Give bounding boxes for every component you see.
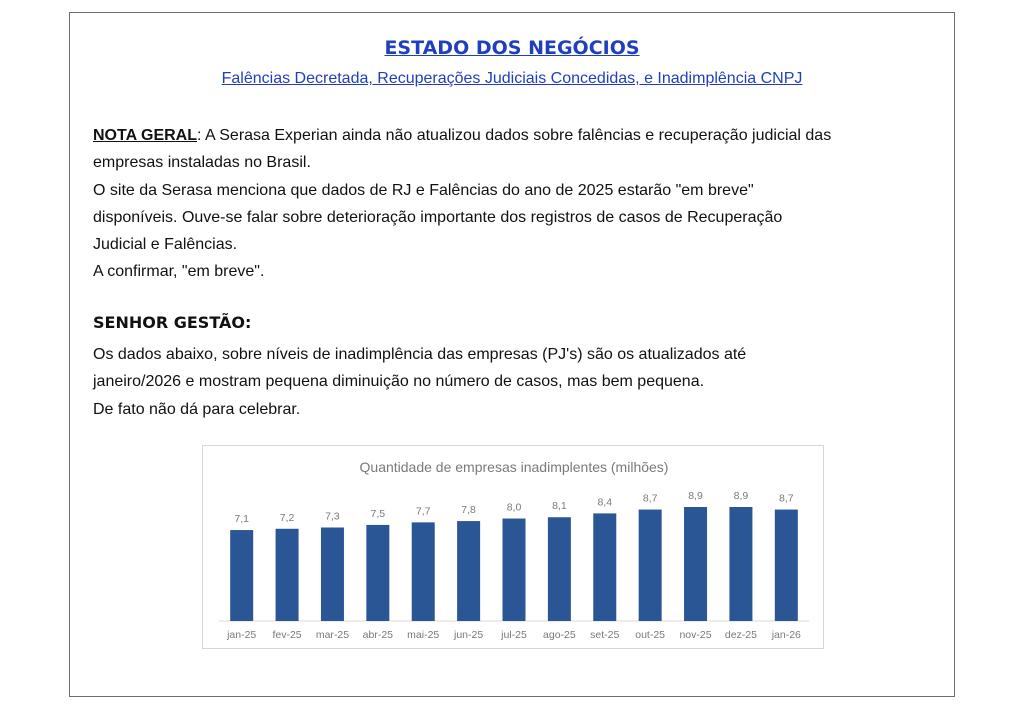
bar-mai-25 [412, 522, 435, 621]
data-label-fev-25: 7,2 [279, 511, 295, 524]
nota-geral-line-2: empresas instaladas no Brasil. [93, 154, 311, 172]
nota-geral-label: NOTA GERAL [93, 127, 197, 144]
nota-geral-text: : A Serasa Experian ainda não atualizou dados sobre falências e recuperação judicial das [197, 127, 832, 144]
nota-geral-line-5: Judicial e Falências. [93, 236, 238, 254]
bar-ago-25 [548, 517, 571, 621]
nota-geral-line-4: disponíveis. Ouve-se falar sobre deterioração importante dos registros de casos de Recuperação [93, 208, 783, 226]
chart-svg [203, 446, 825, 650]
x-tick-mar-25: mar-25 [315, 629, 350, 641]
x-tick-jul-25: jul-25 [501, 629, 527, 641]
x-tick-nov-25: nov-25 [679, 629, 712, 641]
nota-geral-line-6: A confirmar, "em breve". [93, 263, 265, 281]
x-tick-out-25: out-25 [635, 629, 666, 641]
data-label-mai-25: 7,7 [415, 505, 431, 518]
senhor-gestao-heading: SENHOR GESTÃO: [93, 313, 252, 332]
x-tick-ago-25: ago-25 [543, 629, 576, 641]
data-label-mar-25: 7,3 [325, 510, 340, 523]
x-tick-dez-25: dez-25 [724, 629, 757, 641]
bar-out-25 [639, 510, 662, 621]
nota-geral-line-1 [93, 122, 938, 149]
data-label-jan-26: 8,7 [779, 492, 794, 505]
bar-abr-25 [366, 525, 389, 621]
senhor-gestao-line-3: De fato não dá para celebrar. [93, 400, 301, 418]
x-tick-abr-25: abr-25 [362, 629, 394, 641]
data-label-dez-25: 8,9 [733, 490, 749, 502]
page-subtitle-link[interactable]: Falências Decretada, Recuperações Judiciais Concedidas, e Inadimplência CNPJ [221, 70, 803, 87]
senhor-gestao-line-1: Os dados abaixo, sobre níveis de inadimplência das empresas (PJ's) são os atualizados até [93, 346, 747, 363]
data-label-jun-25: 7,8 [461, 504, 476, 517]
chart-title: Quantidade de empresas inadimplentes (milhões) [359, 459, 669, 475]
x-tick-set-25: set-25 [590, 629, 620, 641]
x-tick-jan-26: jan-26 [771, 629, 801, 641]
x-tick-mai-25: mai-25 [407, 629, 440, 641]
data-label-set-25: 8,4 [597, 496, 613, 509]
data-label-jul-25: 8,0 [506, 501, 522, 514]
senhor-gestao-paragraph [93, 341, 938, 423]
bar-set-25 [593, 513, 616, 621]
bar-jul-25 [503, 519, 526, 621]
bar-nov-25 [684, 507, 707, 621]
bar-dez-25 [729, 507, 752, 621]
bar-mar-25 [321, 527, 344, 621]
senhor-gestao-line-2: janeiro/2026 e mostram pequena diminuição no número de casos, mas bem pequena. [93, 373, 705, 391]
bar-fev-25 [276, 529, 299, 621]
nota-geral-paragraph [93, 122, 938, 286]
data-label-abr-25: 7,5 [370, 507, 386, 520]
bar-jan-25 [230, 530, 253, 621]
x-tick-jun-25: jun-25 [454, 629, 484, 641]
bar-jun-25 [457, 521, 480, 621]
data-label-out-25: 8,7 [642, 492, 658, 505]
page-title: ESTADO DOS NEGÓCIOS [384, 37, 640, 59]
x-tick-jan-25: jan-25 [227, 629, 257, 641]
inadimplencia-chart [202, 445, 824, 649]
bar-jan-26 [775, 510, 798, 621]
data-label-ago-25: 8,1 [552, 500, 567, 513]
nota-geral-line-3: O site da Serasa menciona que dados de RJ e Falências do ano de 2025 estarão "em breve" [93, 181, 754, 199]
data-label-nov-25: 8,9 [688, 490, 703, 502]
data-label-jan-25: 7,1 [234, 513, 249, 526]
x-tick-fev-25: fev-25 [272, 629, 302, 641]
